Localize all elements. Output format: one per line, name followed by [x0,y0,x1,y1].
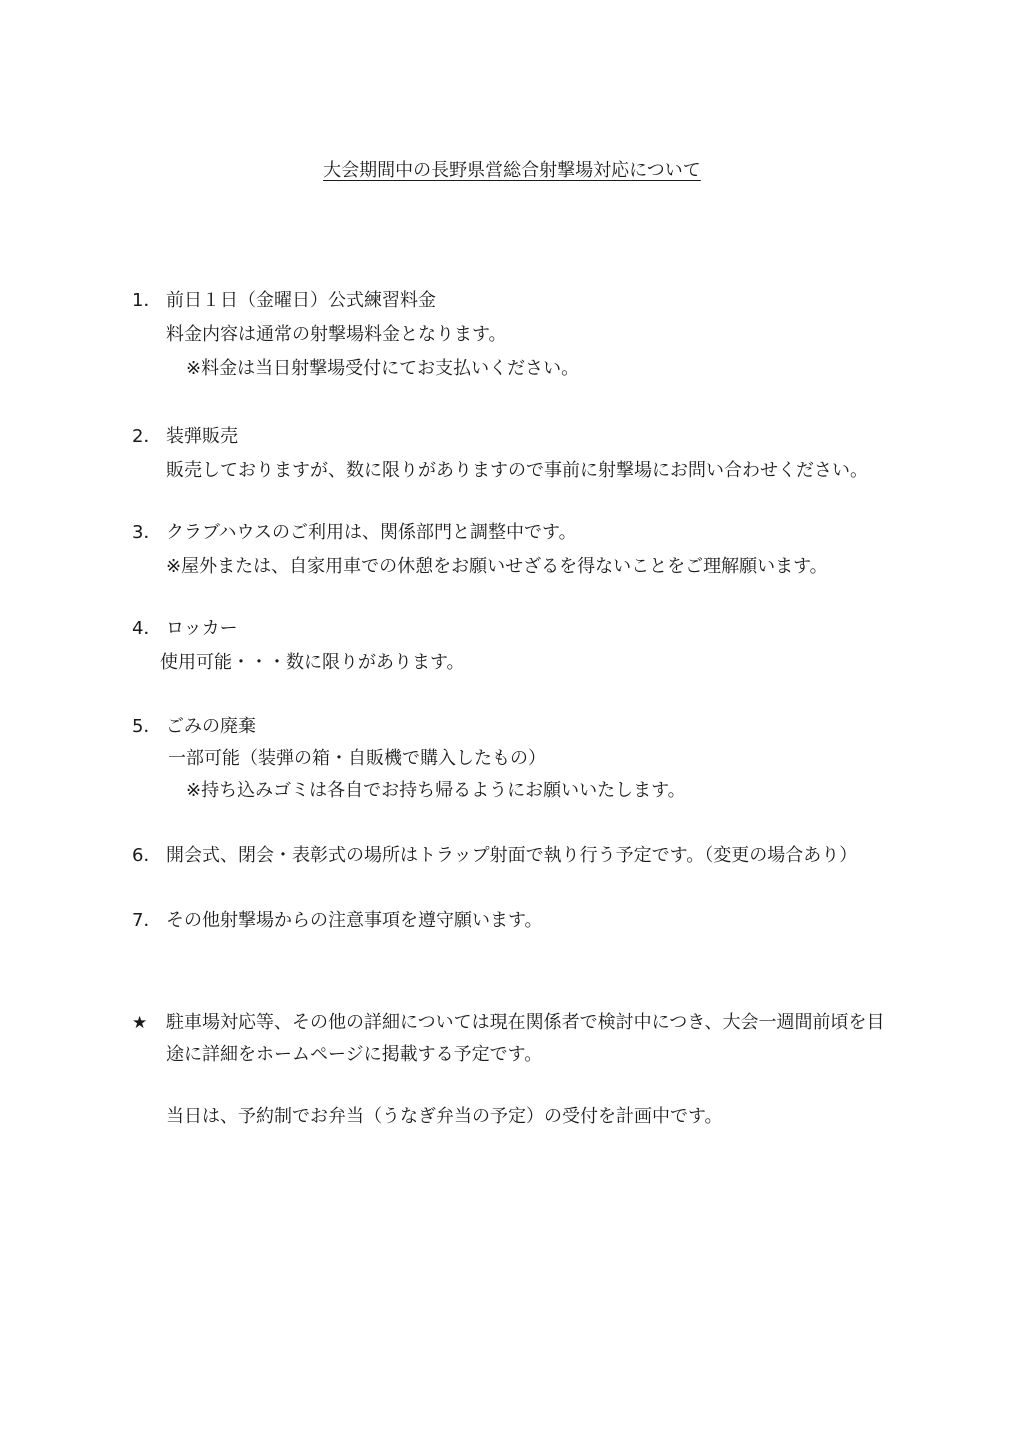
item-2-heading: 装弾販売 [166,426,238,447]
item-5-number: 5． [132,716,162,737]
note-line-3: 当日は、予約制でお弁当（うなぎ弁当の予定）の受付を計画中です。 [166,1106,723,1127]
item-3-heading: クラブハウスのご利用は、関係部門と調整中です。 [166,522,577,543]
item-3-number: 3． [132,522,162,543]
star-icon: ★ [132,1013,148,1033]
item-1-number: 1． [132,290,162,311]
note-line-1: 駐車場対応等、その他の詳細については現在関係者で検討中につき、大会一週間前頃を目 [166,1012,885,1033]
document-title [0,158,1024,184]
item-3-heading-row [132,520,577,546]
item-7-heading: その他射撃場からの注意事項を遵守願います。 [166,910,543,931]
item-4-line-1: 使用可能・・・数に限りがあります。 [160,652,465,673]
item-5-line-2: ※持ち込みゴミは各自でお持ち帰るようにお願いいたします。 [186,780,686,801]
item-7-heading-row [132,908,543,934]
item-7-number: 7． [132,910,162,931]
item-1-line-2: ※料金は当日射撃場受付にてお支払いください。 [186,358,580,379]
item-4-heading-row [132,616,238,642]
item-5-heading: ごみの廃棄 [166,716,256,737]
note-line-2: 途に詳細をホームページに掲載する予定です。 [166,1044,543,1065]
item-5-heading-row [132,714,256,740]
item-4-number: 4． [132,618,162,639]
item-1-line-1: 料金内容は通常の射撃場料金となります。 [166,324,507,345]
item-4-heading: ロッカー [166,618,238,639]
item-2-heading-row [132,424,238,450]
note-line-1-row [132,1010,885,1036]
item-2-number: 2． [132,426,162,447]
item-6-number: 6． [132,845,162,866]
item-6-heading: 開会式、閉会・表彰式の場所はトラップ射面で執り行う予定です。（変更の場合あり） [166,845,858,866]
document-title-text: 大会期間中の長野県営総合射撃場対応について [323,160,701,181]
item-6-heading-row [132,843,857,869]
item-1-heading: 前日１日（金曜日）公式練習料金 [166,290,436,311]
item-3-line-1: ※屋外または、自家用車での休憩をお願いせざるを得ないことをご理解願います。 [166,556,828,577]
item-1-heading-row [132,288,436,314]
item-5-line-1: 一部可能（装弾の箱・自販機で購入したもの） [168,748,546,769]
item-2-line-1: 販売しておりますが、数に限りがありますので事前に射撃場にお問い合わせください。 [166,460,868,481]
